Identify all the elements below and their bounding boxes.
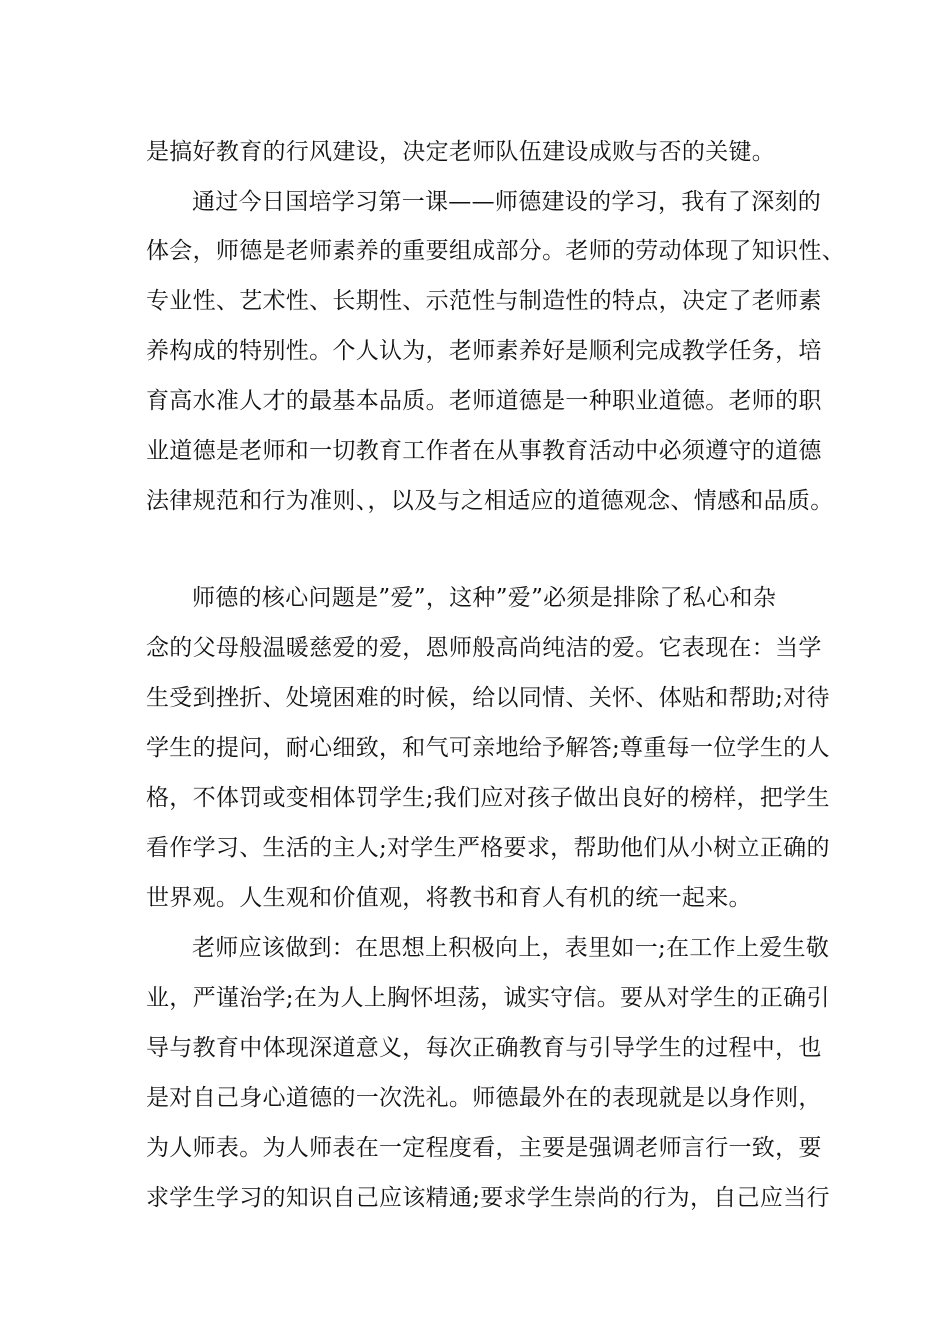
text-line-1: 是搞好教育的行风建设，决定老师队伍建设成败与否的关键。 xyxy=(146,139,776,165)
text-line-18: 导与教育中体现深道意义，每次正确教育与引导学生的过程中，也 xyxy=(146,1035,822,1061)
text-line-20: 为人师表。为人师表在一定程度看，主要是强调老师言行一致，要 xyxy=(146,1135,822,1161)
text-line-21: 求学生学习的知识自己应该精通;要求学生崇尚的行为，自己应当行 xyxy=(146,1185,830,1211)
text-line-11: 生受到挫折、处境困难的时候，给以同情、关怀、体贴和帮助;对待 xyxy=(146,685,830,711)
text-line-19: 是对自己身心道德的一次洗礼。师德最外在的表现就是以身作则， xyxy=(146,1085,822,1111)
text-line-10: 念的父母般温暖慈爱的爱，恩师般高尚纯洁的爱。它表现在：当学 xyxy=(146,635,822,661)
text-line-4: 专业性、艺术性、长期性、示范性与制造性的特点，决定了老师素 xyxy=(146,288,822,314)
text-line-16: 老师应该做到：在思想上积极向上，表里如一;在工作上爱生敬 xyxy=(192,935,830,961)
text-line-2: 通过今日国培学习第一课——师德建设的学习，我有了深刻的 xyxy=(192,189,822,215)
text-line-8: 法律规范和行为准则、，以及与之相适应的道德观念、情感和品质。 xyxy=(146,488,834,514)
text-line-7: 业道德是老师和一切教育工作者在从事教育活动中必须遵守的道德 xyxy=(146,438,822,464)
text-line-9: 师德的核心问题是”爱”，这种”爱”必须是排除了私心和杂 xyxy=(192,585,777,611)
text-line-3: 体会，师德是老师素养的重要组成部分。老师的劳动体现了知识性、 xyxy=(146,238,845,264)
text-line-17: 业，严谨治学;在为人上胸怀坦荡，诚实守信。要从对学生的正确引 xyxy=(146,985,830,1011)
text-line-14: 看作学习、生活的主人;对学生严格要求，帮助他们从小树立正确的 xyxy=(146,835,830,861)
text-line-6: 育高水准人才的最基本品质。老师道德是一种职业道德。老师的职 xyxy=(146,388,822,414)
text-line-5: 养构成的特别性。个人认为，老师素养好是顺利完成教学任务，培 xyxy=(146,338,822,364)
text-line-13: 格，不体罚或变相体罚学生;我们应对孩子做出良好的榜样，把学生 xyxy=(146,785,830,811)
text-line-15: 世界观。人生观和价值观，将教书和育人有机的统一起来。 xyxy=(146,885,752,911)
text-line-12: 学生的提问，耐心细致，和气可亲地给予解答;尊重每一位学生的人 xyxy=(146,735,830,761)
